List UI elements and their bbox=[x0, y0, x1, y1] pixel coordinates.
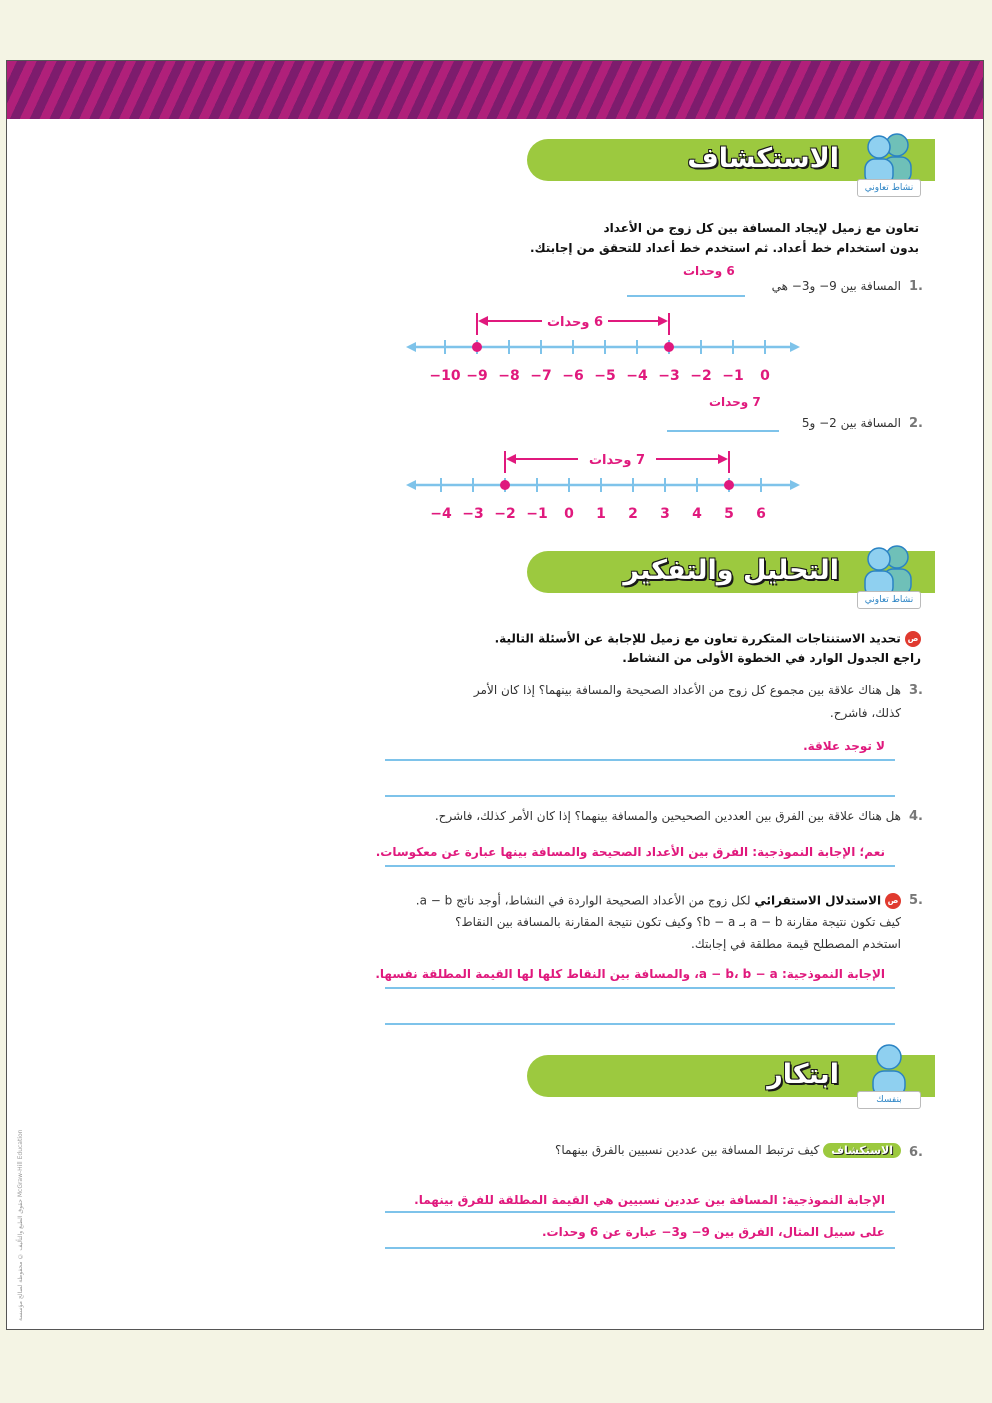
badge-label: بنفسك bbox=[857, 1091, 921, 1109]
question-5-line-3: استخدم المصطلح قيمة مطلقة في إجابتك. bbox=[691, 937, 901, 951]
question-3-line-2: كذلك، فاشرح. bbox=[829, 706, 901, 720]
answer-line-1[interactable] bbox=[627, 295, 745, 297]
question-2-text: المسافة بين 2− و5 bbox=[801, 416, 901, 430]
question-6-answer-1: الإجابة النموذجية: المسافة بين عددين نسبيين هي القيمة المطلقة للفرق بينهما. bbox=[414, 1193, 885, 1207]
people-icon bbox=[849, 539, 929, 599]
tick-label: −10 bbox=[429, 368, 461, 384]
question-5-line-1-text: لكل زوج من الأعداد الصحيحة الواردة في النشاط، أوجد ناتج a − b. bbox=[415, 893, 751, 908]
tick-label: 0 bbox=[564, 506, 574, 522]
tick-label: −7 bbox=[530, 368, 552, 384]
answer-line-6a[interactable] bbox=[385, 1211, 895, 1213]
question-6-text: كيف ترتبط المسافة بين عددين نسبيين بالفرق بينهما؟ bbox=[555, 1143, 820, 1157]
tick-label: −9 bbox=[466, 368, 488, 384]
tick-label: −2 bbox=[494, 506, 516, 522]
badge-label: نشاط تعاوني bbox=[857, 179, 921, 197]
question-number-3: 3. bbox=[909, 683, 923, 698]
intro-line-2: بدون استخدام خط أعداد. ثم استخدم خط أعداد للتحقق من إجابتك. bbox=[530, 241, 919, 255]
tick-label: −2 bbox=[690, 368, 712, 384]
answer-line-3a[interactable] bbox=[385, 759, 895, 761]
self-badge bbox=[849, 1039, 929, 1111]
question-1-answer: 6 وحدات bbox=[683, 264, 735, 278]
tick-label: 2 bbox=[628, 506, 638, 522]
section-2-instruction bbox=[495, 631, 921, 647]
tick-label: 4 bbox=[692, 506, 702, 522]
practice-icon: ص bbox=[885, 893, 901, 909]
question-5-line-1 bbox=[416, 893, 901, 909]
tick-label: −1 bbox=[722, 368, 744, 384]
tick-label: −8 bbox=[498, 368, 520, 384]
question-5-answer: الإجابة النموذجية: a − b، b − a، والمسافة بين النقاط كلها لها القيمة المطلقة نفسها. bbox=[375, 967, 885, 981]
section-2-line-2: راجع الجدول الوارد في الخطوة الأولى من النشاط. bbox=[622, 651, 921, 665]
question-5-line-2: كيف تكون نتيجة مقارنة a − b بـ b − a؟ وكيف تكون نتيجة المقارنة بالمسافة بين النقاط؟ bbox=[455, 915, 901, 929]
question-number-2: 2. bbox=[909, 416, 923, 431]
tick-label: −3 bbox=[462, 506, 484, 522]
tick-label: −3 bbox=[658, 368, 680, 384]
section-title-analyze: التحليل والتفكير bbox=[623, 555, 839, 586]
bracket-label: 6 وحدات bbox=[546, 315, 604, 330]
people-icon bbox=[849, 127, 929, 187]
question-5-heading: الاستدلال الاستقرائي bbox=[754, 893, 882, 908]
practice-icon: ص bbox=[905, 631, 921, 647]
question-6-answer-2: على سبيل المثال، الفرق بين 9− و3− عبارة عن 6 وحدات. bbox=[541, 1225, 885, 1239]
answer-line-4[interactable] bbox=[385, 865, 895, 867]
collaboration-badge bbox=[849, 127, 929, 199]
question-number-5: 5. bbox=[909, 893, 923, 908]
number-point bbox=[724, 480, 734, 490]
answer-line-5a[interactable] bbox=[385, 987, 895, 989]
workbook-page bbox=[6, 60, 984, 1330]
tick-label: −1 bbox=[526, 506, 548, 522]
tick-label: −6 bbox=[562, 368, 584, 384]
question-1-text: المسافة بين 9− و3− هي bbox=[771, 279, 901, 293]
tick-label: −5 bbox=[594, 368, 616, 384]
tick-label: 5 bbox=[724, 506, 734, 522]
section-title-explore: الاستكشاف bbox=[687, 143, 839, 174]
badge-label: نشاط تعاوني bbox=[857, 591, 921, 609]
number-point bbox=[472, 342, 482, 352]
answer-line-3b[interactable] bbox=[385, 795, 895, 797]
question-3-line-1: هل هناك علاقة بين مجموع كل زوج من الأعداد الصحيحة والمسافة بينهما؟ إذا كان الأمر bbox=[473, 683, 901, 697]
tick-label: −4 bbox=[430, 506, 452, 522]
intro-line-1: تعاون مع زميل لإيجاد المسافة بين كل زوج من الأعداد bbox=[603, 221, 919, 235]
tick-label: −4 bbox=[626, 368, 648, 384]
question-4-answer: نعم؛ الإجابة النموذجية: الفرق بين الأعداد الصحيحة والمسافة بينها عبارة عن معكوسات. bbox=[375, 845, 885, 859]
number-line-1 bbox=[402, 301, 802, 391]
question-number-1: 1. bbox=[909, 279, 923, 294]
bracket-label: 7 وحدات bbox=[588, 453, 646, 468]
copyright-note: حقوق الطبع والتأليف © محفوظة لصالح مؤسسة McGraw-Hill Education bbox=[17, 1129, 24, 1321]
tick-label: 3 bbox=[660, 506, 670, 522]
number-line-2 bbox=[402, 439, 802, 529]
question-number-6: 6. bbox=[909, 1145, 923, 1160]
question-3-answer: لا توجد علاقة. bbox=[803, 739, 885, 753]
answer-line-5b[interactable] bbox=[385, 1023, 895, 1025]
collaboration-badge bbox=[849, 539, 929, 611]
question-4-text: هل هناك علاقة بين الفرق بين العددين الصحيحين والمسافة بينهما؟ إذا كان الأمر كذلك، فاشرح. bbox=[434, 809, 901, 823]
question-6-line bbox=[555, 1143, 901, 1158]
answer-line-6b[interactable] bbox=[385, 1247, 895, 1249]
question-2-answer: 7 وحدات bbox=[709, 395, 761, 409]
header-stripe bbox=[7, 61, 983, 119]
question-number-4: 4. bbox=[909, 809, 923, 824]
tick-label: 0 bbox=[760, 368, 770, 384]
tick-label: 6 bbox=[756, 506, 766, 522]
number-point bbox=[664, 342, 674, 352]
answer-line-2[interactable] bbox=[667, 430, 779, 432]
section-2-line-1: تحديد الاستنتاجات المتكررة تعاون مع زميل للإجابة عن الأسئلة التالية. bbox=[494, 631, 901, 646]
explore-pill: الاستكشاف bbox=[823, 1143, 901, 1158]
person-icon bbox=[849, 1039, 929, 1099]
tick-label: 1 bbox=[596, 506, 606, 522]
number-point bbox=[500, 480, 510, 490]
section-title-create: ابتكار bbox=[767, 1059, 839, 1090]
